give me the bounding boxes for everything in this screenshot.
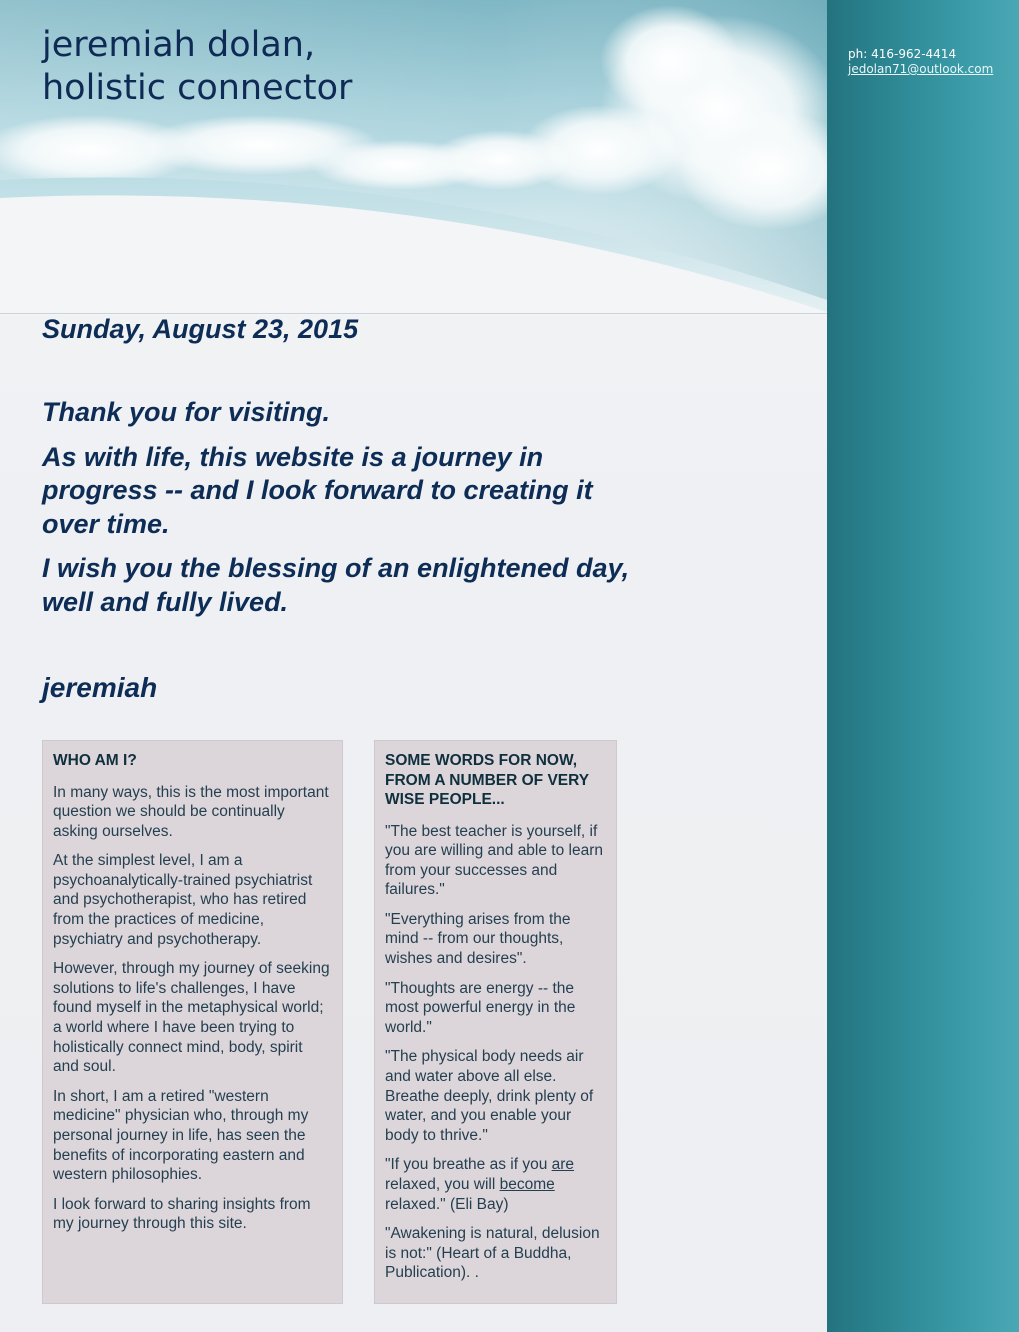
quote-underlined-word: are [551,1156,575,1174]
site-title [42,24,352,110]
quote-text: relaxed, you will [385,1176,500,1193]
quote: "The physical body needs air and water above all else. Breathe deeply, drink plenty of water, and you enable your body to thrive." [385,1048,594,1144]
quote: "Everything arises from the mind -- from our thoughts, wishes and desires". [385,910,571,968]
wise-words-card [374,740,617,1304]
quote-text: relaxed." (Eli Bay) [385,1195,509,1213]
post-signature: jeremiah [42,672,158,703]
site-title-line-2: holistic connector [42,68,353,108]
welcome-paragraph: Thank you for visiting. [42,397,331,427]
contact-info [848,47,993,77]
who-am-i-heading: WHO AM I? [53,752,137,769]
quote: "The best teacher is yourself, if you are willing and able to learn from your successes and failures." [385,822,603,899]
who-am-i-paragraph: In many ways, this is the most important question we should be continually asking ourselves. [53,783,329,840]
quote: "Thoughts are energy -- the most powerful energy in the world." [385,979,576,1036]
who-am-i-paragraph: In short, I am a retired "western medicine" physician who, through my personal journey in life, has seen the benefits of incorporating eastern and western philosophies. [53,1087,309,1184]
quote-text: "If you breathe as if you [385,1156,552,1174]
who-am-i-paragraph: However, through my journey of seeking solutions to life's challenges, I have found myself in the metaphysical world; a world where I have been trying to holistically connect mind, body, spirit and soul. [53,960,330,1076]
phone-number: ph: 416-962-4414 [848,47,957,61]
welcome-message [42,396,632,630]
welcome-paragraph: I wish you the blessing of an enlightened day, well and fully lived. [42,553,630,617]
email-link[interactable]: jedolan71@outlook.com [848,62,994,76]
welcome-paragraph: As with life, this website is a journey in progress -- and I look forward to creating it over time. [42,441,593,539]
wise-words-heading: SOME WORDS FOR NOW, FROM A NUMBER OF VERY WISE PEOPLE... [385,752,589,808]
who-am-i-card [42,740,343,1304]
site-title-line-1: jeremiah dolan, [42,25,316,65]
who-am-i-paragraph: At the simplest level, I am a psychoanalytically-trained psychiatrist and psychotherapist, who has retired from the practices of medicine, psychiatry and psychotherapy. [53,852,313,948]
right-sidebar [827,0,1019,1332]
quote: "Awakening is natural, delusion is not:" (Heart of a Buddha, Publication). . [385,1225,600,1282]
quote-eli-bay [385,1155,606,1214]
post-date: Sunday, August 23, 2015 [42,314,359,344]
who-am-i-paragraph: I look forward to sharing insights from my journey through this site. [53,1195,311,1233]
quote-underlined-word: become [499,1176,555,1193]
